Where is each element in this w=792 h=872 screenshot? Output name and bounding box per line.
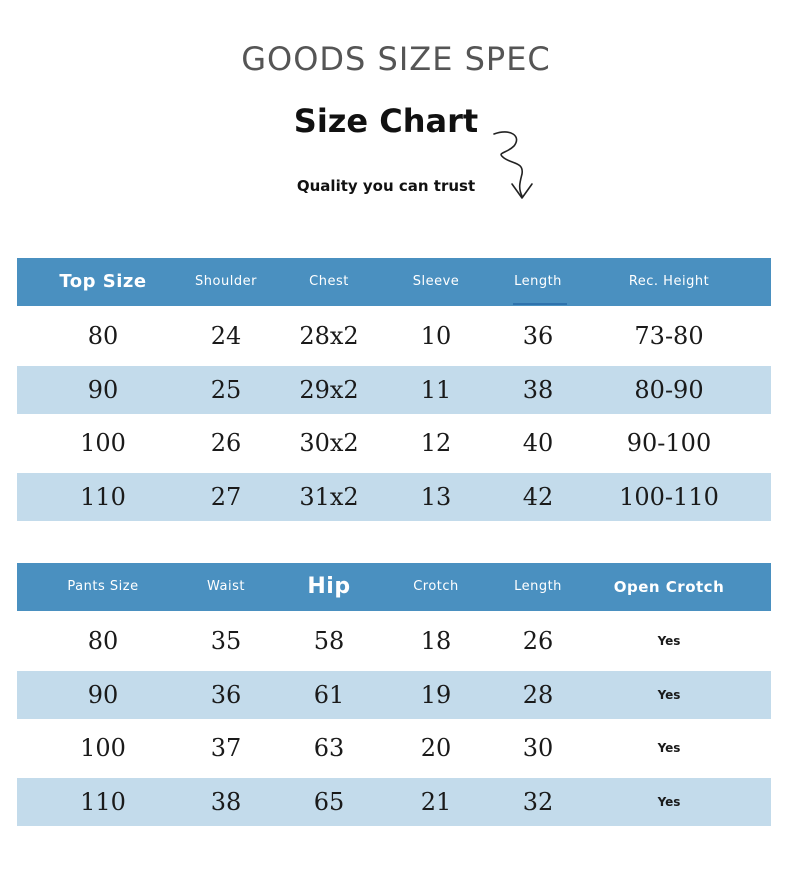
table-header-row (17, 563, 771, 611)
table-row (17, 473, 771, 521)
cell-chest: 30x2 (299, 429, 359, 457)
header-shoulder: Shoulder (195, 274, 257, 289)
cell-crotch: 18 (420, 627, 452, 655)
table-row (17, 724, 771, 772)
spec-title: GOODS SIZE SPEC (241, 40, 551, 78)
cell-length: 40 (522, 429, 554, 457)
cell-open-crotch: Yes (657, 795, 681, 809)
cell-size: 110 (80, 483, 126, 511)
cell-waist: 36 (210, 681, 242, 709)
cell-shoulder: 26 (210, 429, 242, 457)
table-row (17, 778, 771, 826)
cell-length: 30 (522, 734, 554, 762)
cell-shoulder: 24 (210, 322, 242, 350)
subtitle: Quality you can trust (296, 177, 476, 195)
cell-length: 32 (522, 788, 554, 816)
cell-chest: 29x2 (299, 376, 359, 404)
header-waist: Waist (207, 579, 245, 594)
cell-rec-height: 80-90 (634, 376, 704, 404)
cell-sleeve: 13 (420, 483, 452, 511)
length-underline (513, 303, 567, 305)
cell-open-crotch: Yes (657, 688, 681, 702)
chart-title: Size Chart (293, 102, 479, 140)
header-rec-height: Rec. Height (628, 274, 710, 289)
cell-sleeve: 11 (420, 376, 452, 404)
cell-size: 110 (80, 788, 126, 816)
table-row (17, 671, 771, 719)
header-pants-size: Pants Size (67, 579, 139, 594)
cell-sleeve: 10 (420, 322, 452, 350)
header-chest: Chest (309, 274, 349, 289)
cell-hip: 58 (313, 627, 345, 655)
cell-length: 28 (522, 681, 554, 709)
cell-size: 80 (87, 322, 119, 350)
cell-shoulder: 27 (210, 483, 242, 511)
cell-rec-height: 90-100 (626, 429, 712, 457)
cell-open-crotch: Yes (657, 741, 681, 755)
cell-crotch: 20 (420, 734, 452, 762)
cell-waist: 37 (210, 734, 242, 762)
header-sleeve: Sleeve (412, 274, 460, 289)
header-length: Length (514, 579, 562, 594)
cell-size: 100 (80, 734, 126, 762)
cell-waist: 35 (210, 627, 242, 655)
header-open-crotch: Open Crotch (613, 578, 725, 596)
cell-crotch: 19 (420, 681, 452, 709)
cell-size: 90 (87, 681, 119, 709)
header-length: Length (514, 274, 562, 289)
cell-chest: 31x2 (299, 483, 359, 511)
page-header (0, 0, 792, 230)
table-row (17, 366, 771, 414)
cell-length: 36 (522, 322, 554, 350)
cell-length: 42 (522, 483, 554, 511)
cell-chest: 28x2 (299, 322, 359, 350)
header-top-size: Top Size (59, 271, 147, 292)
cell-hip: 65 (313, 788, 345, 816)
cell-waist: 38 (210, 788, 242, 816)
cell-size: 100 (80, 429, 126, 457)
cell-shoulder: 25 (210, 376, 242, 404)
header-hip: Hip (307, 574, 351, 599)
cell-length: 38 (522, 376, 554, 404)
cell-length: 26 (522, 627, 554, 655)
table-row (17, 419, 771, 467)
table-row (17, 617, 771, 665)
cell-rec-height: 73-80 (634, 322, 704, 350)
header-crotch: Crotch (413, 579, 459, 594)
cell-rec-height: 100-110 (619, 483, 719, 511)
cell-hip: 61 (313, 681, 345, 709)
cell-sleeve: 12 (420, 429, 452, 457)
table-header-row (17, 258, 771, 306)
cell-size: 90 (87, 376, 119, 404)
curly-arrow-icon (488, 126, 548, 204)
cell-crotch: 21 (420, 788, 452, 816)
table-row (17, 312, 771, 360)
cell-hip: 63 (313, 734, 345, 762)
cell-open-crotch: Yes (657, 634, 681, 648)
cell-size: 80 (87, 627, 119, 655)
